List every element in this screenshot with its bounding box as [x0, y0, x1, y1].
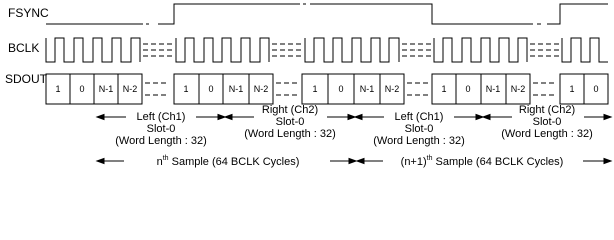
bit-label: N-2 [510, 84, 526, 94]
bit-label: 0 [208, 84, 214, 94]
bit-label: 1 [312, 84, 318, 94]
bit-label: N-1 [98, 84, 114, 94]
bclk-break-marks [143, 44, 559, 56]
bit-label: 1 [183, 84, 189, 94]
bit-label: N-2 [384, 84, 400, 94]
slot-number-label: Slot-0 [275, 116, 305, 128]
bit-label: 1 [441, 84, 447, 94]
sdout-label: SDOUT [5, 72, 47, 86]
sdout-bit-labels [55, 84, 598, 94]
bit-label: 1 [55, 84, 61, 94]
slot-channel-label: Left (Ch1) [394, 111, 444, 123]
bit-label: N-1 [359, 84, 375, 94]
slot-channel-label: Right (Ch2) [261, 104, 319, 116]
bit-label: N-1 [485, 84, 501, 94]
bit-label: 0 [79, 84, 85, 94]
slot-labels [115, 104, 593, 147]
bit-label: 0 [338, 84, 344, 94]
bit-label: N-2 [122, 84, 138, 94]
slot-number-label: Slot-0 [404, 123, 434, 135]
slot-channel-label: Right (Ch2) [518, 104, 576, 116]
bit-label: 0 [465, 84, 471, 94]
fsync-waveform [46, 4, 608, 24]
fsync-label: FSYNC [8, 6, 49, 20]
slot-word-length-label: (Word Length : 32) [244, 128, 336, 140]
slot-number-label: Slot-0 [146, 123, 176, 135]
slot-number-label: Slot-0 [532, 116, 562, 128]
bclk-label: BCLK [8, 41, 40, 55]
slot-word-length-label: (Word Length : 32) [373, 135, 465, 147]
slot-word-length-label: (Word Length : 32) [501, 128, 593, 140]
bit-label: 1 [569, 84, 575, 94]
bit-label: 0 [593, 84, 599, 94]
sample-label: $(n+1)^{th}$ Sample (64 BCLK Cycles) [400, 155, 564, 168]
slot-word-length-label: (Word Length : 32) [115, 135, 207, 147]
bclk-waveform [46, 38, 608, 62]
bit-label: N-1 [228, 84, 244, 94]
sample-label: $n^{th}$ Sample (64 BCLK Cycles) [156, 155, 300, 168]
bit-label: N-2 [253, 84, 269, 94]
slot-channel-label: Left (Ch1) [136, 111, 186, 123]
